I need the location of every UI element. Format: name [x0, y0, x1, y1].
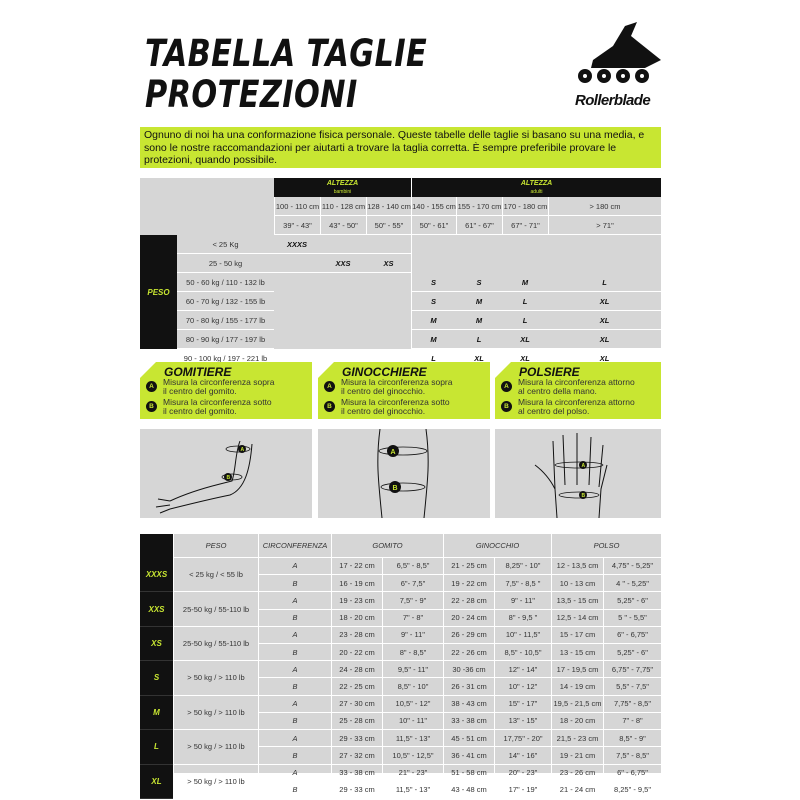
brand-name: Rollerblade [575, 92, 651, 109]
measure-value: 13 - 15 cm [551, 644, 603, 661]
size-value: M [502, 273, 548, 292]
height-cm: 100 - 110 cm [274, 197, 320, 216]
card-text: il centro del gomito. [163, 385, 237, 396]
measure-value: 23 - 28 cm [331, 627, 382, 644]
measure-value: 7,5" - 8,5 " [494, 575, 551, 592]
measure-value: 7" - 8" [603, 713, 661, 730]
measure-value: 24 - 28 cm [331, 661, 382, 678]
height-cm: 155 - 170 cm [456, 197, 502, 216]
measure-value: 6,5" - 8,5" [382, 558, 443, 575]
height-inch: > 71" [548, 216, 661, 235]
size-header: PESO [173, 534, 258, 558]
measure-value: 26 - 31 cm [443, 678, 494, 695]
size-label: XXS [140, 592, 173, 626]
header-height-adults [411, 178, 661, 197]
circ-letter: A [258, 592, 331, 609]
size-value: XL [548, 311, 661, 330]
weight-range: 25 - 50 kg [177, 254, 274, 273]
card-text: al centro del polso. [518, 405, 590, 416]
measure-value: 10,5" - 12,5" [382, 747, 443, 764]
knee-illustration [318, 429, 490, 518]
measure-value: 8,5" - 9" [603, 730, 661, 747]
b-badge-icon: B [324, 401, 335, 412]
measure-value: 15 - 17 cm [551, 627, 603, 644]
card-gomitiere [140, 362, 312, 419]
measure-value: 30 -36 cm [443, 661, 494, 678]
size-weight: > 50 kg / > 110 lb [173, 696, 258, 730]
size-label: M [140, 696, 173, 730]
measure-value: 12" - 14" [494, 661, 551, 678]
circ-letter: B [258, 644, 331, 661]
measure-value: 8,25" - 10" [494, 558, 551, 575]
measure-value: 7" - 8" [382, 610, 443, 627]
size-value: L [548, 273, 661, 292]
measure-value: 12,5 - 14 cm [551, 610, 603, 627]
measure-value: 29 - 33 cm [331, 782, 382, 799]
svg-text:A: A [240, 447, 245, 453]
measure-value: 10 - 13 cm [551, 575, 603, 592]
height-sub: bambini [333, 188, 352, 195]
size-value: M [456, 292, 502, 311]
size-value: M [411, 311, 456, 330]
page-title [145, 33, 427, 115]
card-text: il centro del gomito. [163, 405, 237, 416]
measure-value: 17,75" - 20" [494, 730, 551, 747]
height-title: ALTEZZA [520, 179, 553, 187]
measure-value: 9" - 11" [494, 592, 551, 609]
size-value: L [502, 311, 548, 330]
height-inch: 43" - 50" [320, 216, 366, 235]
size-weight: > 50 kg / > 110 lb [173, 730, 258, 764]
measure-value: 5,25" - 6" [603, 592, 661, 609]
b-badge-icon: B [501, 401, 512, 412]
knee-icon [318, 429, 490, 518]
weight-range: 70 - 80 kg / 155 - 177 lb [177, 311, 274, 330]
measure-value: 9" - 11" [382, 627, 443, 644]
wrist-illustration [495, 429, 661, 518]
measure-value: 19 - 22 cm [443, 575, 494, 592]
size-value: XL [456, 349, 502, 368]
size-header: GOMITO [331, 534, 443, 558]
measure-value: 19 - 21 cm [551, 747, 603, 764]
measure-value: 29 - 33 cm [331, 730, 382, 747]
svg-text:B: B [226, 475, 231, 481]
measure-value: 4 " - 5,25" [603, 575, 661, 592]
measure-value: 21" - 23" [382, 765, 443, 782]
peso-label: PESO [140, 235, 177, 349]
measure-value: 21 - 25 cm [443, 558, 494, 575]
size-value [366, 235, 411, 254]
measure-value: 19,5 - 21,5 cm [551, 696, 603, 713]
a-badge-icon: A [146, 381, 157, 392]
card-text: Misura la circonferenza sotto [163, 397, 272, 407]
circ-letter: A [258, 661, 331, 678]
size-header: GINOCCHIO [443, 534, 551, 558]
arm-icon [140, 429, 312, 518]
card-text: il centro del ginocchio. [341, 385, 426, 396]
size-value: L [456, 330, 502, 349]
measure-value: 20 - 24 cm [443, 610, 494, 627]
measure-value: 6" - 6,75" [603, 627, 661, 644]
measure-value: 17" - 19" [494, 782, 551, 799]
height-inch: 50" - 61" [411, 216, 456, 235]
measure-value: 27 - 32 cm [331, 747, 382, 764]
measure-value: 16 - 19 cm [331, 575, 382, 592]
height-cm: 170 - 180 cm [502, 197, 548, 216]
measure-value: 7,5" - 8,5" [603, 747, 661, 764]
measure-value: 20 - 22 cm [331, 644, 382, 661]
circ-letter: B [258, 713, 331, 730]
size-value: XL [502, 330, 548, 349]
weight-range: 60 - 70 kg / 132 - 155 lb [177, 292, 274, 311]
circ-letter: B [258, 575, 331, 592]
size-value: M [456, 311, 502, 330]
size-value [320, 235, 366, 254]
measure-value: 8,5" - 10" [382, 678, 443, 695]
size-value: S [411, 273, 456, 292]
card-ginocchiere [318, 362, 490, 419]
rollerblade-logo [565, 22, 675, 112]
size-value: XS [366, 254, 411, 273]
size-weight: 25-50 kg / 55-110 lb [173, 627, 258, 661]
size-label: S [140, 661, 173, 695]
measure-value: 18 - 20 cm [331, 610, 382, 627]
card-text: Misura la circonferenza sopra [163, 377, 275, 387]
card-title: GINOCCHIERE [342, 365, 427, 379]
size-value: M [411, 330, 456, 349]
measure-value: 22 - 26 cm [443, 644, 494, 661]
height-inch: 50" - 55" [366, 216, 411, 235]
size-value: XXXS [274, 235, 320, 254]
size-value: XL [502, 349, 548, 368]
measure-value: 15" - 17" [494, 696, 551, 713]
measure-value: 10,5" - 12" [382, 696, 443, 713]
measure-value: 23 - 26 cm [551, 765, 603, 782]
elbow-illustration [140, 429, 312, 518]
header-height-kids [274, 178, 411, 197]
weight-range: < 25 Kg [177, 235, 274, 254]
height-title: ALTEZZA [326, 179, 359, 187]
measure-value: 26 - 29 cm [443, 627, 494, 644]
hand-icon [495, 429, 661, 518]
weight-range: 50 - 60 kg / 110 - 132 lb [177, 273, 274, 292]
weight-range: 80 - 90 kg / 177 - 197 lb [177, 330, 274, 349]
measure-value: 6,75" - 7,75" [603, 661, 661, 678]
measure-value: 22 - 25 cm [331, 678, 382, 695]
measure-value: 13,5 - 15 cm [551, 592, 603, 609]
measure-value: 38 - 43 cm [443, 696, 494, 713]
size-value: L [411, 349, 456, 368]
measure-value: 45 - 51 cm [443, 730, 494, 747]
height-cm: 140 - 155 cm [411, 197, 456, 216]
size-header: CIRCONFERENZA [258, 534, 331, 558]
measure-value: 33 - 38 cm [331, 765, 382, 782]
size-value [274, 254, 320, 273]
svg-text:B: B [392, 485, 398, 492]
height-cm: > 180 cm [548, 197, 661, 216]
measure-value: 21 - 24 cm [551, 782, 603, 799]
svg-text:A: A [581, 463, 586, 469]
measure-value: 8" - 9,5 " [494, 610, 551, 627]
size-value: XXS [320, 254, 366, 273]
card-text: Misura la circonferenza sopra [341, 377, 453, 387]
circ-letter: B [258, 782, 331, 799]
measure-value: 11,5" - 13" [382, 730, 443, 747]
intro-text: Ognuno di noi ha una conformazione fisica personale. Queste tabelle delle taglie si basano su una media, e sono le nostre raccomandazioni per aiutarti a trovare la taglia corretta. È sempre preferibile provare le protezioni, quando possibile. [140, 127, 661, 168]
measure-value: 36 - 41 cm [443, 747, 494, 764]
height-inch: 67" - 71" [502, 216, 548, 235]
measure-value: 10" - 12" [494, 678, 551, 695]
size-value: XL [548, 330, 661, 349]
measure-value: 17 - 22 cm [331, 558, 382, 575]
measure-value: 27 - 30 cm [331, 696, 382, 713]
title-line-2: PROTEZIONI [145, 73, 358, 116]
measure-value: 7,5" - 9" [382, 592, 443, 609]
measure-value: 4,75" - 5,25" [603, 558, 661, 575]
measure-value: 17 - 19,5 cm [551, 661, 603, 678]
measure-value: 8" - 8,5" [382, 644, 443, 661]
measure-value: 33 - 38 cm [443, 713, 494, 730]
measure-value: 14 - 19 cm [551, 678, 603, 695]
a-badge-icon: A [501, 381, 512, 392]
svg-text:B: B [581, 493, 586, 499]
measure-value: 10" - 11" [382, 713, 443, 730]
card-polsiere [495, 362, 661, 419]
height-cm: 128 - 140 cm [366, 197, 411, 216]
a-badge-icon: A [324, 381, 335, 392]
measure-value: 9,5" - 11" [382, 661, 443, 678]
circ-letter: B [258, 747, 331, 764]
measure-value: 8,25" - 9,5" [603, 782, 661, 799]
size-header-corner [140, 534, 173, 558]
size-label: XL [140, 765, 173, 799]
card-text: Misura la circonferenza attorno [518, 377, 635, 387]
measure-value: 13" - 15" [494, 713, 551, 730]
height-inch: 39" - 43" [274, 216, 320, 235]
measure-value: 5,5" - 7,5" [603, 678, 661, 695]
measure-value: 51 - 58 cm [443, 765, 494, 782]
measure-value: 14" - 16" [494, 747, 551, 764]
skate-logo-icon [565, 22, 675, 92]
measure-value: 5 " - 5,5" [603, 610, 661, 627]
circ-letter: A [258, 730, 331, 747]
size-value: XL [548, 292, 661, 311]
size-value: S [411, 292, 456, 311]
size-value: L [502, 292, 548, 311]
measure-value: 7,75" - 8,5" [603, 696, 661, 713]
circ-letter: A [258, 558, 331, 575]
circ-letter: A [258, 765, 331, 782]
card-title: GOMITIERE [164, 365, 232, 379]
measure-value: 25 - 28 cm [331, 713, 382, 730]
circ-letter: A [258, 627, 331, 644]
size-value: S [456, 273, 502, 292]
size-label: XS [140, 627, 173, 661]
height-sub: adulti [530, 188, 543, 195]
size-label: XXXS [140, 558, 173, 592]
svg-text:A: A [390, 449, 396, 456]
measure-value: 12 - 13,5 cm [551, 558, 603, 575]
b-badge-icon: B [146, 401, 157, 412]
measure-value: 19 - 23 cm [331, 592, 382, 609]
measure-value: 20" - 23" [494, 765, 551, 782]
measure-value: 22 - 28 cm [443, 592, 494, 609]
circ-letter: B [258, 610, 331, 627]
title-line-1: TABELLA TAGLIE [145, 32, 428, 75]
measure-value: 10" - 11,5" [494, 627, 551, 644]
size-weight: 25-50 kg / 55-110 lb [173, 592, 258, 626]
size-weight: > 50 kg / > 110 lb [173, 765, 258, 799]
measure-value: 21,5 - 23 cm [551, 730, 603, 747]
size-weight: < 25 kg / < 55 lb [173, 558, 258, 592]
height-inch: 61" - 67" [456, 216, 502, 235]
size-weight: > 50 kg / > 110 lb [173, 661, 258, 695]
circ-letter: B [258, 678, 331, 695]
measure-value: 11,5" - 13" [382, 782, 443, 799]
measure-value: 8,5" - 10,5" [494, 644, 551, 661]
measure-value: 18 - 20 cm [551, 713, 603, 730]
circ-letter: A [258, 696, 331, 713]
measure-value: 6"- 7,5" [382, 575, 443, 592]
measure-value: 5,25" - 6" [603, 644, 661, 661]
height-cm: 110 - 128 cm [320, 197, 366, 216]
card-text: Misura la circonferenza attorno [518, 397, 635, 407]
card-text: al centro della mano. [518, 385, 597, 396]
card-text: il centro del ginocchio. [341, 405, 426, 416]
card-title: POLSIERE [519, 365, 580, 379]
size-header: POLSO [551, 534, 661, 558]
measure-value: 43 - 48 cm [443, 782, 494, 799]
size-value: XL [548, 349, 661, 368]
measure-value: 6" - 6,75" [603, 765, 661, 782]
weight-range: 90 - 100 kg / 197 - 221 lb [177, 349, 274, 368]
size-label: L [140, 730, 173, 764]
card-text: Misura la circonferenza sotto [341, 397, 450, 407]
